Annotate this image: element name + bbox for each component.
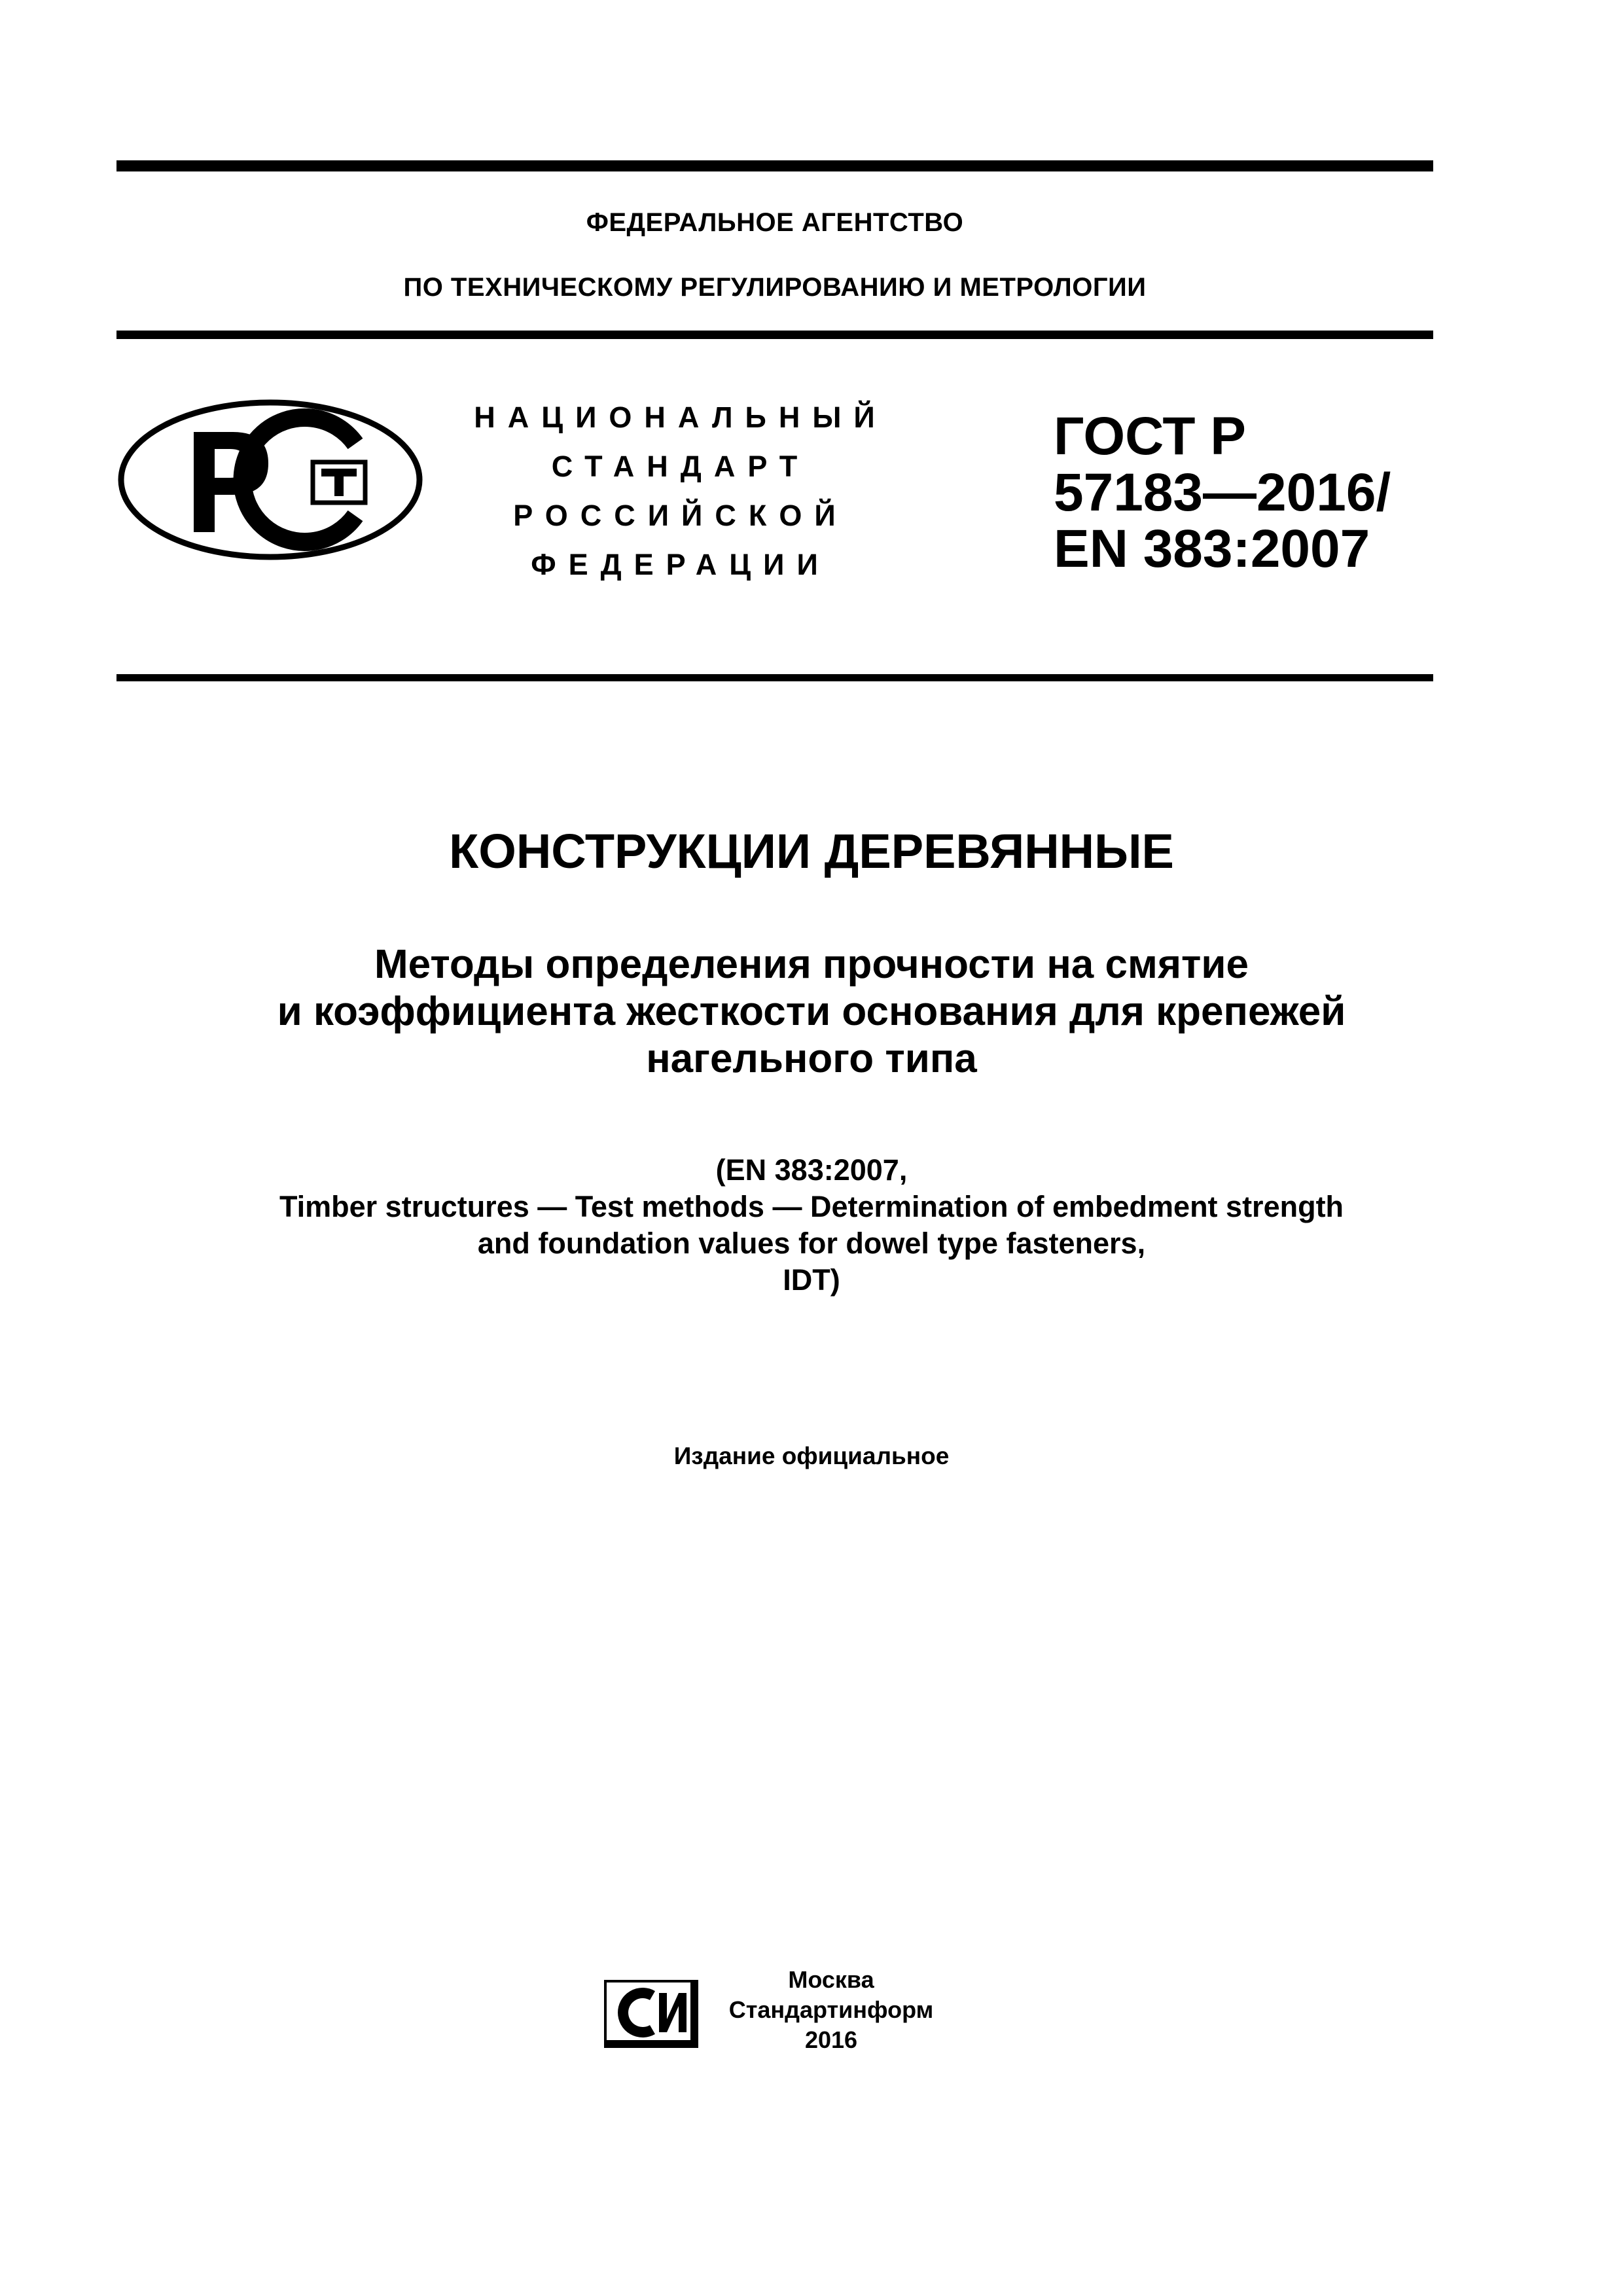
designation-line-2: 57183—2016/ <box>1054 463 1391 522</box>
standartinform-logo-icon <box>599 1968 704 2053</box>
document-title: КОНСТРУКЦИИ ДЕРЕВЯННЫЕ <box>449 824 1174 878</box>
english-reference-line-3: and foundation values for dowel type fasteners, <box>477 1227 1146 1260</box>
standard-type-line-4: ФЕДЕРАЦИИ <box>531 548 830 581</box>
rst-logo-icon <box>116 398 424 562</box>
agency-line-2: ПО ТЕХНИЧЕСКОМУ РЕГУЛИРОВАНИЮ И МЕТРОЛОГИИ <box>403 273 1147 302</box>
subtitle-line-3: нагельного типа <box>646 1036 977 1081</box>
subtitle-line-2: и коэффициента жесткости основания для крепежей <box>277 989 1346 1034</box>
designation-line-3: EN 383:2007 <box>1054 519 1370 579</box>
bottom-rule <box>116 674 1433 681</box>
edition-label: Издание официальное <box>673 1443 950 1469</box>
subtitle-line-1: Методы определения прочности на смятие <box>374 942 1249 987</box>
english-reference-line-2: Timber structures — Test methods — Determination of embedment strength <box>279 1190 1344 1223</box>
publisher-city: Москва <box>788 1966 874 1993</box>
standard-type-line-2: СТАНДАРТ <box>551 450 810 483</box>
publisher-year: 2016 <box>804 2026 858 2053</box>
publisher-name: Стандартинформ <box>728 1996 934 2023</box>
english-reference-line-4: IDT) <box>783 1263 840 1297</box>
agency-line-1: ФЕДЕРАЛЬНОЕ АГЕНТСТВО <box>586 208 964 237</box>
top-rule <box>116 160 1433 171</box>
english-reference-line-1: (EN 383:2007, <box>715 1153 908 1187</box>
designation-line-1: ГОСТ Р <box>1054 406 1246 466</box>
standard-type-line-1: НАЦИОНАЛЬНЫЙ <box>474 401 887 434</box>
middle-rule <box>116 331 1433 339</box>
standard-type-line-3: РОССИЙСКОЙ <box>513 499 848 532</box>
